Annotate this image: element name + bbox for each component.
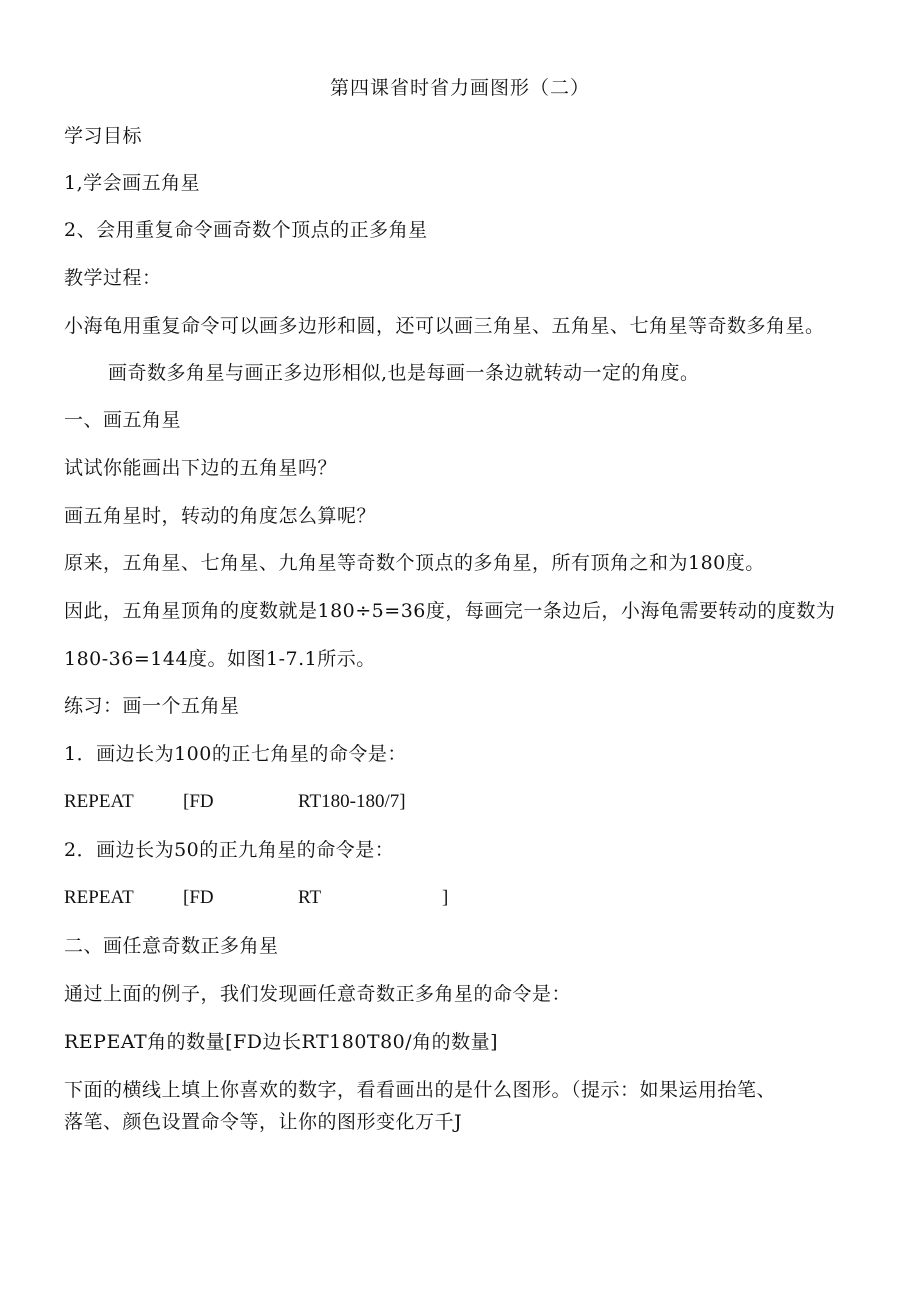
exercise-1-repeat: REPEAT bbox=[64, 791, 134, 812]
practice-heading: 练习：画一个五角星 bbox=[64, 695, 240, 717]
intro-paragraph-1: 小海龟用重复命令可以画多边形和圆，还可以画三角星、五角星、七角星等奇数多角星。 bbox=[64, 315, 825, 337]
exercise-1-rt: RT180-180/7] bbox=[298, 791, 406, 812]
exercise-2-rt: RT bbox=[298, 887, 322, 908]
exercise-2-text: 2．画边长为50的正九角星的命令是： bbox=[64, 839, 395, 861]
section-1-line-1: 试试你能画出下边的五角星吗？ bbox=[64, 457, 338, 479]
objective-1: 1,学会画五角星 bbox=[64, 172, 201, 194]
section-1-line-3: 原来，五角星、七角星、九角星等奇数个顶点的多角星，所有顶角之和为180度。 bbox=[64, 552, 765, 574]
exercise-1-text: 1．画边长为100的正七角星的命令是： bbox=[64, 743, 407, 765]
exercise-1-fd: [FD bbox=[183, 791, 214, 812]
exercise-2-repeat: REPEAT bbox=[64, 887, 134, 908]
exercise-2-close-bracket: ] bbox=[442, 887, 449, 908]
section-2-line-3: 落笔、颜色设置命令等，让你的图形变化万千J bbox=[64, 1111, 463, 1133]
objectives-heading: 学习目标 bbox=[64, 125, 143, 147]
objective-2: 2、会用重复命令画奇数个顶点的正多角星 bbox=[64, 219, 428, 241]
section-1-line-2: 画五角星时，转动的角度怎么算呢？ bbox=[64, 505, 377, 527]
process-heading: 教学过程： bbox=[64, 267, 162, 289]
section-2-heading: 二、画任意奇数正多角星 bbox=[64, 935, 279, 957]
section-2-line-1: 通过上面的例子，我们发现画任意奇数正多角星的命令是： bbox=[64, 983, 572, 1005]
section-1-line-5: 180-36=144度。如图1-7.1所示。 bbox=[64, 648, 376, 670]
exercise-2-fd: [FD bbox=[183, 887, 214, 908]
section-1-heading: 一、画五角星 bbox=[64, 409, 182, 431]
page-title: 第四课省时省力画图形（二） bbox=[329, 77, 590, 99]
section-2-line-2: 下面的横线上填上你喜欢的数字，看看画出的是什么图形。（提示：如果运用抬笔、 bbox=[64, 1079, 777, 1101]
section-2-formula: REPEAT角的数量[FD边长RT180T80/角的数量] bbox=[64, 1031, 499, 1053]
intro-paragraph-2: 画奇数多角星与画正多边形相似,也是每画一条边就转动一定的角度。 bbox=[108, 362, 700, 384]
section-1-line-4: 因此，五角星顶角的度数就是180÷5=36度，每画完一条边后，小海龟需要转动的度数为 bbox=[64, 600, 836, 622]
